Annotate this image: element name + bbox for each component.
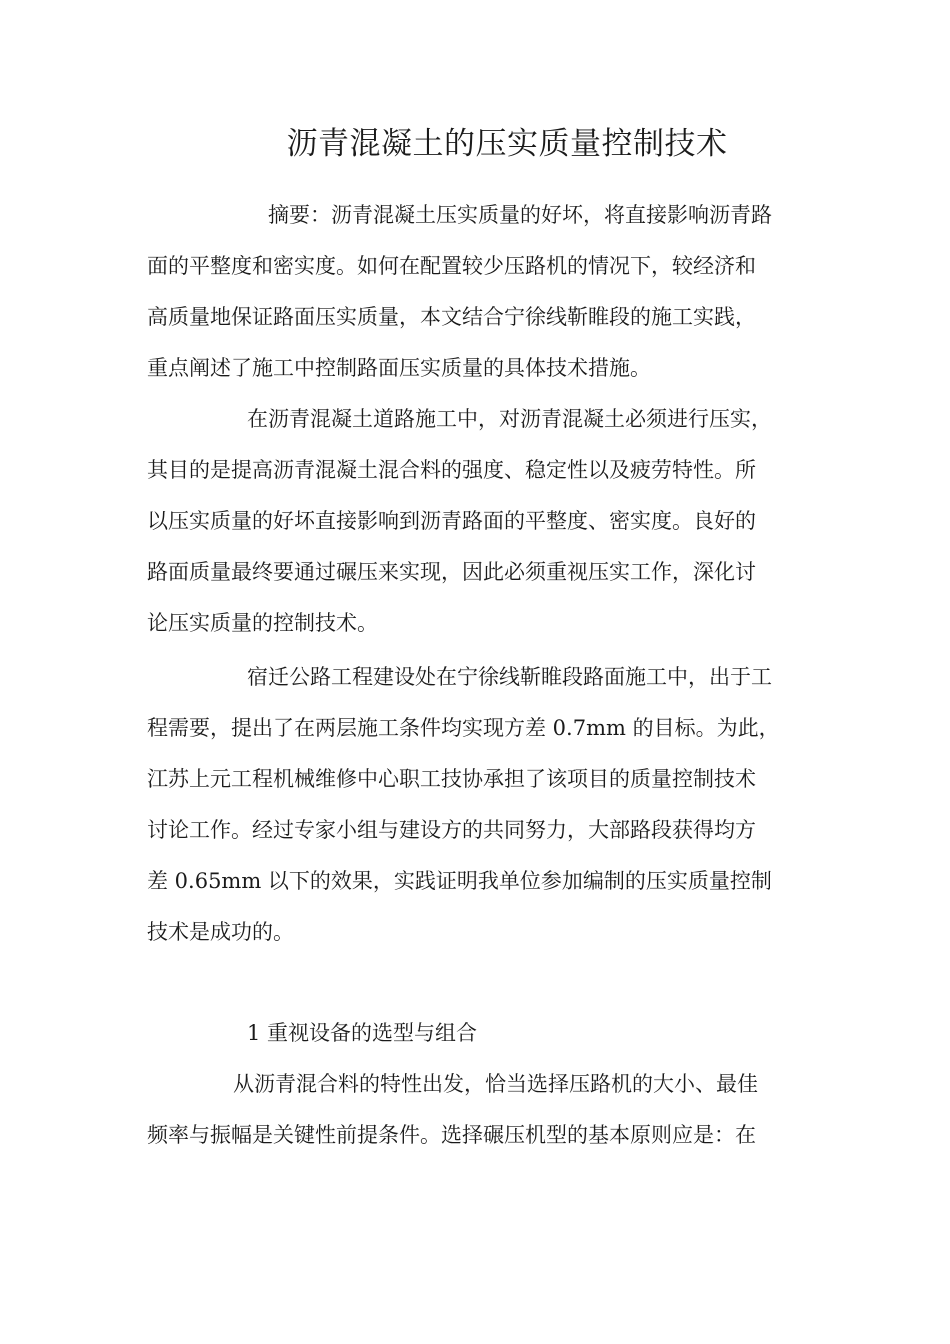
paragraph-line: 差 0.65mm 以下的效果，实践证明我单位参加编制的压实质量控制 xyxy=(147,869,772,893)
paragraph-line: 路面质量最终要通过碾压来实现，因此必须重视压实工作，深化讨 xyxy=(147,560,756,584)
document-title: 沥青混凝土的压实质量控制技术 xyxy=(286,126,728,162)
section-heading: 1 重视设备的选型与组合 xyxy=(247,1021,478,1045)
paragraph-line: 技术是成功的。 xyxy=(147,920,294,944)
abstract-line: 面的平整度和密实度。如何在配置较少压路机的情况下，较经济和 xyxy=(147,254,756,278)
paragraph-line: 论压实质量的控制技术。 xyxy=(147,611,378,635)
paragraph-line: 其目的是提高沥青混凝土混合料的强度、稳定性以及疲劳特性。所 xyxy=(147,458,756,482)
paragraph-line: 讨论工作。经过专家小组与建设方的共同努力，大部路段获得均方 xyxy=(147,818,756,842)
paragraph-line: 以压实质量的好坏直接影响到沥青路面的平整度、密实度。良好的 xyxy=(147,509,756,533)
paragraph-line: 江苏上元工程机械维修中心职工技协承担了该项目的质量控制技术 xyxy=(147,767,756,791)
abstract-line: 重点阐述了施工中控制路面压实质量的具体技术措施。 xyxy=(147,356,651,380)
section-line: 从沥青混合料的特性出发，恰当选择压路机的大小、最佳 xyxy=(233,1072,758,1096)
paragraph-line: 程需要，提出了在两层施工条件均实现方差 0.7mm 的目标。为此， xyxy=(147,716,780,740)
paragraph-line: 在沥青混凝土道路施工中，对沥青混凝土必须进行压实， xyxy=(247,407,772,431)
abstract-line: 摘要：沥青混凝土压实质量的好坏，将直接影响沥青路 xyxy=(268,203,772,227)
abstract-line: 高质量地保证路面压实质量，本文结合宁徐线靳睢段的施工实践， xyxy=(147,305,756,329)
paragraph-line: 宿迁公路工程建设处在宁徐线靳睢段路面施工中，出于工 xyxy=(247,665,772,689)
section-line: 频率与振幅是关键性前提条件。选择碾压机型的基本原则应是：在 xyxy=(147,1123,756,1147)
